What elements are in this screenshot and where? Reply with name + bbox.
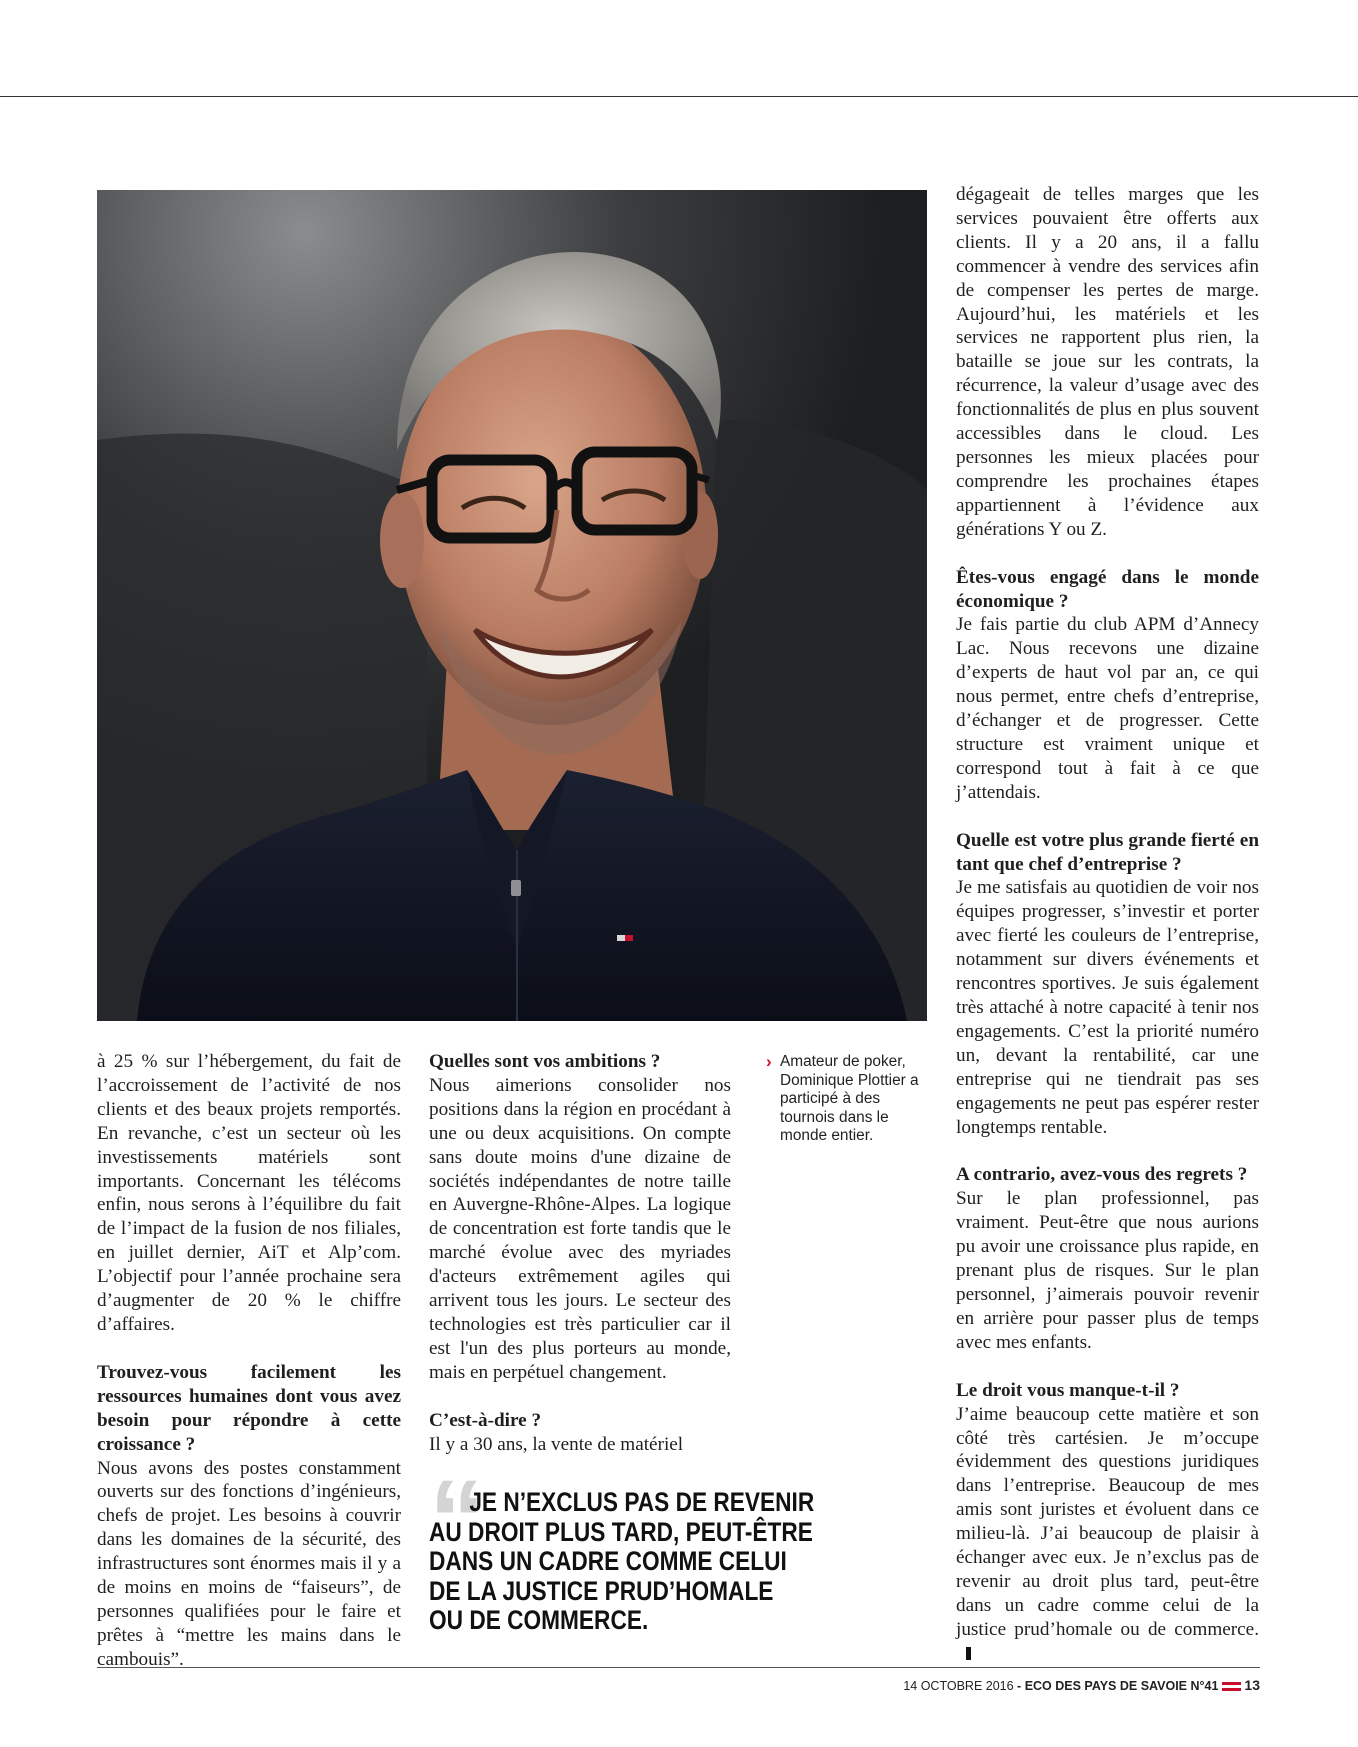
photo-caption (766, 1053, 932, 1146)
interview-question: C’est-à-dire ? (429, 1409, 542, 1431)
interview-answer: Nous avons des postes constamment ouverts sur des fonctions d’ingénieurs, chefs de projet. Les besoins à couvrir dans les domaines de la sécurité, des infrastructures sont énormes mais il y a de moins en moins de “faiseurs”, de personnes qualifiées pour le faire et prêtes à “mettre les mains dans le cambouis”. (97, 1457, 401, 1670)
paragraph: à 25 % sur l’hébergement, du fait de l’accroissement de l’activité de nos clients et des beaux projets remportés. En revanche, c’est un secteur où les investissements matériels sont importants. Concernant les télécoms enfin, nous serons à l’équilibre du fait de l’impact de la fusion de nos filiales, en juillet dernier, AiT et Alp’com. L’objectif pour l’année prochaine sera d’augmenter de 20 % le chiffre d’affaires. (97, 1051, 401, 1335)
footer-separator: - (1013, 1679, 1025, 1693)
issue-date: 14 OCTOBRE 2016 (903, 1679, 1014, 1693)
top-rule (0, 96, 1358, 97)
interview-answer: Je fais partie du club APM d’Annecy Lac. Nous recevons une dizaine d’experts de haut vol par an, ce qui nous permet, entre chefs d’entreprise, d’échanger et de progresser. Cette structure est vraiment unique et correspond tout à fait à ce que j’attendais. (956, 614, 1259, 803)
article-column-3 (956, 183, 1259, 1666)
interview-answer (956, 1403, 1259, 1666)
publication-name: ECO DES PAYS DE SAVOIE N°41 (1024, 1679, 1219, 1693)
pull-quote-line: DANS UN CADRE COMME CELUI (429, 1546, 787, 1577)
interview-question: Quelles sont vos ambitions ? (429, 1051, 661, 1072)
pull-quote-text (429, 1487, 815, 1636)
final-answer-text: J’aime beaucoup cette matière et son côté très cartésien. Je m’occupe évidemment des questions juridiques dans l’entreprise. Beaucoup de mes amis sont juristes et évoluent dans ce milieu-là. J’ai beaucoup de plaisir à échanger avec eux. Je n’exclus pas de revenir au droit plus tard, peut-être dans un cadre comme celui de la justice prud’homale ou de commerce. (956, 1403, 1259, 1640)
interview-question: Le droit vous manque-t-il ? (956, 1379, 1180, 1401)
interview-answer: Nous aimerions consolider nos positions dans la région en procédant à une ou deux acquisitions. On compte sans doute moins d'une dizaine de sociétés indépendantes de notre taille en Auvergne-Rhône-Alpes. La logique de concentration est forte tandis que le marché évolue avec des myriades d'acteurs extrêmement agiles qui arrivent tous les jours. Le secteur des technologies est très particulier car il est l'un des plus porteurs au monde, mais en perpétuel changement. (429, 1074, 731, 1383)
article-column-1 (97, 1050, 401, 1672)
pull-quote-line: OU DE COMMERCE. (429, 1605, 649, 1636)
page-footer (903, 1677, 1260, 1693)
pull-quote-line: JE N’EXCLUS PAS DE REVENIR (469, 1487, 815, 1517)
interview-question: Trouvez-vous facilement les ressources humaines dont vous avez besoin pour répondre à cette croissance ? (97, 1361, 401, 1455)
caption-text: Amateur de poker, Dominique Plottier a participé à des tournois dans le monde entier. (780, 1053, 919, 1145)
bottom-rule (97, 1667, 1260, 1668)
interview-question: A contrario, avez-vous des regrets ? (956, 1164, 1248, 1186)
article-column-2 (429, 1050, 731, 1457)
paragraph: dégageait de telles marges que les services pouvaient être offerts aux clients. Il y a 20 ans, il a fallu commencer à vendre des services afin de compenser les pertes de marge. Aujourd’hui, les matériels et les services ne rapportent plus rien, la bataille se joue sur les contrats, la récurrence, la valeur d’usage avec des fonctionnalités de plus en plus souvent accessibles dans le cloud. Les personnes les mieux placées pour comprendre les prochaines étapes appartiennent à l’évidence aux générations Y ou Z. (956, 184, 1259, 540)
interview-question: Êtes-vous engagé dans le monde économique ? (956, 566, 1259, 612)
interview-answer: Je me satisfais au quotidien de voir nos équipes progresser, s’investir et porter avec fierté les couleurs de l’entreprise, notamment sur divers événements et rencontres sportives. Je suis également très attaché à notre capacité à tenir nos engagements. C’est la priorité numéro un, devant la rentabilité, car une entreprise qui ne tiendrait pas ses engagements ne peut pas espérer rester longtemps rentable. (956, 877, 1259, 1138)
portrait-photo (97, 190, 927, 1021)
end-mark-icon (966, 1647, 971, 1660)
chevron-right-icon: › (766, 1052, 772, 1071)
pull-quote-line: DE LA JUSTICE PRUD’HOMALE (429, 1575, 774, 1606)
pull-quote (429, 1457, 849, 1636)
interview-answer: Il y a 30 ans, la vente de matériel (429, 1433, 684, 1455)
page-number: 13 (1244, 1677, 1260, 1693)
quote-mark-icon: “ (429, 1457, 485, 1582)
interview-question: Quelle est votre plus grande fierté en tant que chef d’entreprise ? (956, 829, 1259, 875)
pull-quote-line: AU DROIT PLUS TARD, PEUT-ÊTRE (429, 1516, 813, 1547)
interview-answer: Sur le plan professionnel, pas vraiment. Peut-être que nous aurions pu avoir une croissance plus rapide, en prenant plus de risques. Sur le plan personnel, j’aimerais pouvoir revenir en arrière pour passer plus de temps avec mes enfants. (956, 1188, 1259, 1353)
savoie-flag-icon (1222, 1682, 1241, 1691)
